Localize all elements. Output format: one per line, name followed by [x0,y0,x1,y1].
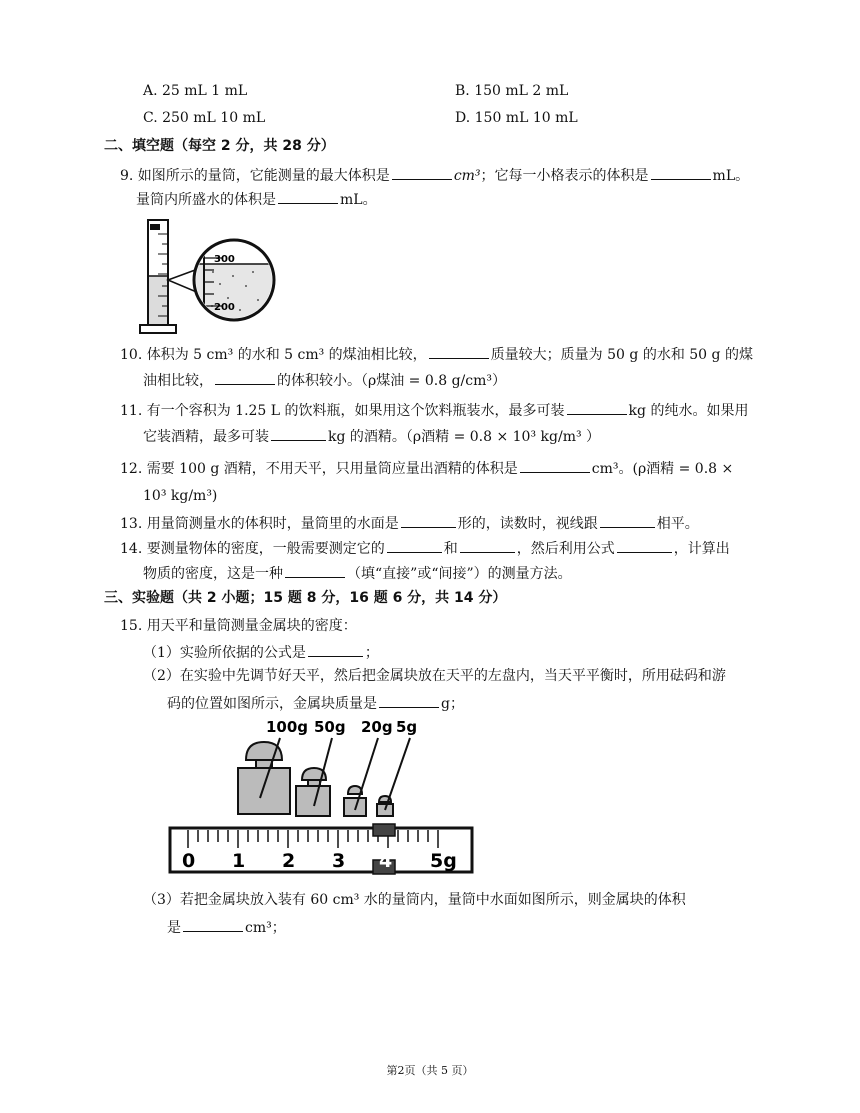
rider-top [373,824,395,836]
weight-label-100g: 100g [266,718,309,736]
section-title-experiment: 三、实验题（共 2 小题；15 题 8 分，16 题 6 分，共 14 分） [104,590,507,606]
beam-scale [170,828,472,872]
weight-label-20g: 20g [361,718,393,736]
question-11-line1 [120,400,748,420]
question-14-line2 [143,563,572,583]
answer-blank[interactable] [285,563,345,578]
q15-p2-end: g； [441,696,464,712]
question-15-part1 [143,642,379,662]
answer-blank[interactable] [600,513,655,528]
q13-text-c: 相平。 [656,516,699,532]
q14-text-b: 和 [443,541,458,557]
option-b: B. 150 mL 2 mL [455,83,569,99]
q15-p1-text: （1）实验所依据的公式是 [143,645,306,661]
answer-blank[interactable] [567,400,627,415]
option-a: A. 25 mL 1 mL [143,83,248,99]
q9-unit2: mL。 [712,168,750,184]
option-c: C. 250 mL 10 mL [143,110,266,126]
question-9-line2 [136,189,377,209]
q15-p1-end: ； [364,645,379,661]
answer-blank[interactable] [278,189,338,204]
question-14-line1 [120,538,730,558]
q11-text-b: kg 的纯水。如果用 [628,403,749,419]
q9-text-a: 9. 如图所示的量筒，它能测量的最大体积是 [120,168,390,184]
q9-text-c: 量筒内所盛水的体积是 [136,192,276,208]
answer-blank[interactable] [183,917,243,932]
weight-20g [344,738,378,816]
answer-blank[interactable] [392,165,452,180]
scale-label-0: 0 [182,850,196,872]
answer-blank[interactable] [617,538,672,553]
answer-blank[interactable] [401,513,456,528]
scale-label-2: 2 [282,850,296,872]
answer-blank[interactable] [379,693,439,708]
question-15-stem: 15. 用天平和量筒测量金属块的密度： [120,618,357,634]
answer-blank[interactable] [215,370,275,385]
label-200: 200 [214,302,235,313]
option-d: D. 150 mL 10 mL [455,110,578,126]
answer-blank[interactable] [308,642,363,657]
answer-blank[interactable] [651,165,711,180]
weight-label-50g: 50g [314,718,346,736]
q10-text-a: 10. 体积为 5 cm³ 的水和 5 cm³ 的煤油相比较， [120,347,427,363]
q11-text-d: kg 的酒精。（ρ酒精 = 0.8 × 10³ kg/m³ ） [328,429,601,445]
weight-label-5g: 5g [396,718,418,736]
scale-label-4: 4 [379,850,393,872]
q9-text-b: ；它每一小格表示的体积是 [480,168,649,184]
q15-p2-text: 码的位置如图所示，金属块质量是 [167,696,377,712]
question-10-line2 [143,370,506,390]
question-12-line1 [120,458,733,478]
section-title-fill-in: 二、填空题（每空 2 分，共 28 分） [104,138,335,154]
q9-unit3: mL。 [340,192,377,208]
q14-text-d: ，计算出 [673,541,730,557]
scale-label-3: 3 [332,850,346,872]
question-15-part3-line2 [167,917,286,937]
answer-blank[interactable] [387,538,442,553]
page-footer: 第2页（共 5 页） [386,1064,474,1077]
weight-5g [377,738,410,816]
q13-text-a: 13. 用量筒测量水的体积时，量筒里的水面是 [120,516,399,532]
q10-text-d: 的体积较小。（ρ煤油 = 0.8 g/cm³） [277,373,506,389]
q11-text-a: 11. 有一个容积为 1.25 L 的饮料瓶，如果用这个饮料瓶装水，最多可装 [120,403,565,419]
question-11-line2 [143,426,600,446]
question-12-line2: 10³ kg/m³) [143,488,218,504]
answer-blank[interactable] [460,538,515,553]
q11-text-c: 它装酒精，最多可装 [143,429,269,445]
cylinder-water [149,276,167,324]
q14-text-a: 14. 要测量物体的密度，一般需要测定它的 [120,541,385,557]
question-13 [120,513,699,533]
q14-text-e: 物质的密度，这是一种 [143,566,283,582]
q12-text-b: cm³。(ρ酒精 = 0.8 × [591,461,734,477]
weight-100g [238,738,290,814]
question-15-part2-line2 [167,693,464,713]
scale-label-1: 1 [232,850,246,872]
q13-text-b: 形的，读数时，视线跟 [457,516,598,532]
q15-p3-text: 是 [167,920,181,936]
question-15-part2-line1: （2）在实验中先调节好天平，然后把金属块放在天平的左盘内，当天平平衡时，所用砝码和游 [143,668,726,684]
question-10-line1 [120,344,753,364]
answer-blank[interactable] [271,426,326,441]
label-300: 300 [214,254,235,265]
cylinder-base [140,325,176,333]
q14-text-c: ，然后利用公式 [516,541,615,557]
q12-text-a: 12. 需要 100 g 酒精，不用天平，只用量筒应量出酒精的体积是 [120,461,518,477]
answer-blank[interactable] [520,458,590,473]
q10-text-b: 质量较大；质量为 50 g 的水和 50 g 的煤 [490,347,753,363]
q15-p3-end: cm³； [245,920,286,936]
q10-text-c: 油相比较， [143,373,213,389]
weight-50g [296,738,332,816]
question-15-part3-line1: （3）若把金属块放入装有 60 cm³ 水的量筒内，量筒中水面如图所示，则金属块的体积 [143,892,686,908]
scale-label-5g: 5g [430,850,457,872]
cylinder-figure [138,214,278,336]
question-9-line1 [120,165,749,185]
q9-unit1: cm³ [453,168,481,184]
answer-blank[interactable] [429,344,489,359]
balance-weights-figure [168,714,478,880]
q14-text-f: （填“直接”或“间接”）的测量方法。 [347,566,572,582]
